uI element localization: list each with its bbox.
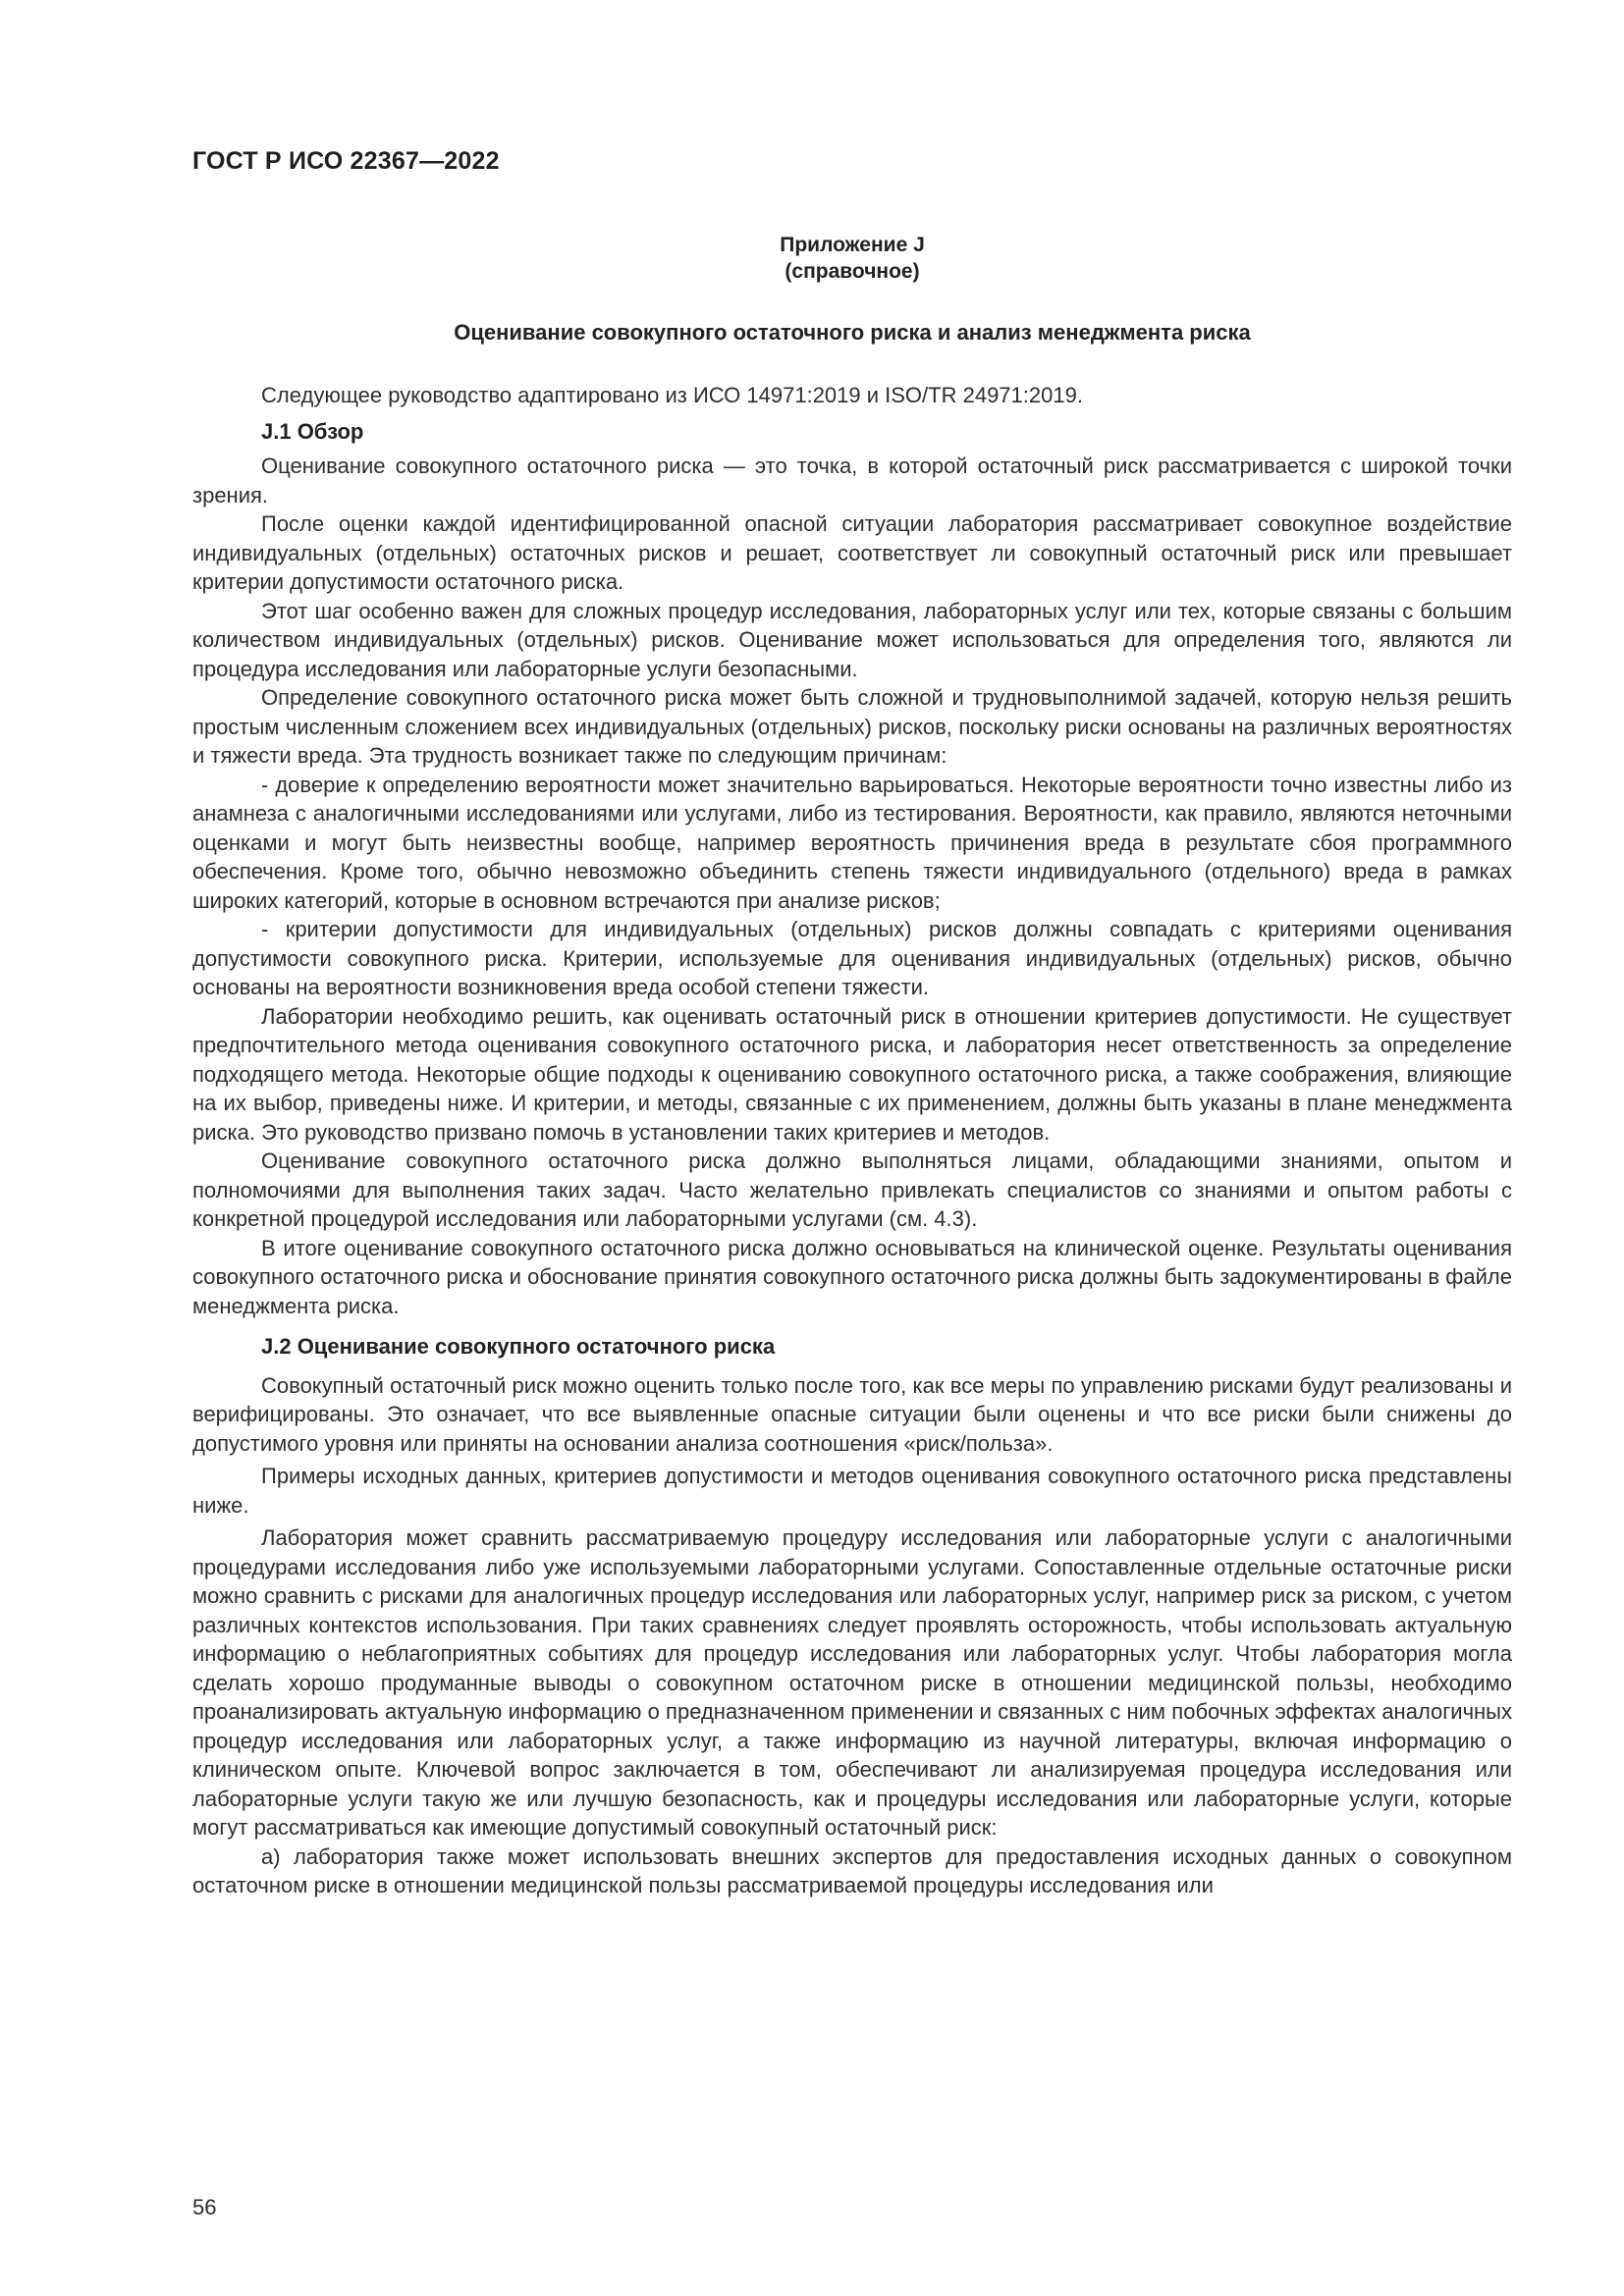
paragraph: Лаборатории необходимо решить, как оценивать остаточный риск в отношении критериев допустимости. Не существует предпочтительного метода оценивания совокупного остаточного риска, и лаборатория несет ответственность за определение подходящего метода. Некоторые общие подходы к оцениванию совокупного остаточного риска, а также соображения, влияющие на их выбор, приведены ниже. И критерии, и методы, связанные с их применением, должны быть указаны в плане менеджмента риска. Это руководство призвано помочь в установлении таких критериев и методов. <box>192 1003 1512 1145</box>
document-body <box>192 381 1512 1900</box>
paragraph: Этот шаг особенно важен для сложных процедур исследования, лабораторных услуг или тех, которые связаны с большим количеством индивидуальных (отдельных) рисков. Оценивание может использоваться для определения того, являются ли процедура исследования или лабораторные услуги безопасными. <box>192 598 1512 681</box>
paragraph: В итоге оценивание совокупного остаточного риска должно основываться на клинической оценке. Результаты оценивания совокупного остаточного риска и обоснование принятия совокупного остаточного риска должны быть задокументированы в файле менеджмента риска. <box>192 1235 1512 1318</box>
document-code: ГОСТ Р ИСО 22367—2022 <box>192 147 500 175</box>
annex-kind: (справочное) <box>785 260 920 283</box>
paragraph: Лаборатория может сравнить рассматриваемую процедуру исследования или лабораторные услуги с аналогичными процедурами исследования либо уже используемыми лабораторными услугами. Сопоставленные отдельные остаточные риски можно сравнить с рисками для аналогичных процедур исследования или лабораторных услуг, например риск за риском, с учетом различных контекстов использования. При таких сравнениях следует проявлять осторожность, чтобы использовать актуальную информацию о неблагоприятных событиях для процедур исследования или лабораторных услуг. Чтобы лаборатория могла сделать хорошо продуманные выводы о совокупном остаточном риске в отношении медицинской пользы, необходимо проанализировать актуальную информацию о предназначенном применении и связанных с ним побочных эффектах аналогичных процедур исследования или лабораторных услуг, а также информацию из научной литературы, включая информацию о клиническом опыте. Ключевой вопрос заключается в том, обеспечивают ли анализируемая процедура исследования или лабораторные услуги такую же или лучшую безопасность, как и процедуры исследования или лабораторные услуги, которые могут рассматриваться как имеющие допустимый совокупный остаточный риск: <box>192 1525 1512 1840</box>
annex-heading: Оценивание совокупного остаточного риска и анализ менеджмента риска <box>454 320 1251 345</box>
paragraph: Совокупный остаточный риск можно оценить только после того, как все меры по управлению рисками будут реализованы и верифицированы. Это означает, что все выявленные опасные ситуации были оценены и что все риски были снижены до допустимого уровня или приняты на основании анализа соотношения «риск/польза». <box>192 1372 1512 1456</box>
list-item: - критерии допустимости для индивидуальных (отдельных) рисков должны совпадать с критериями оценивания допустимости совокупного риска. Критерии, используемые для оценивания индивидуальных (отдельных) рисков, обычно основаны на вероятности возникновения вреда особой степени тяжести. <box>192 917 1512 999</box>
intro-paragraph: Следующее руководство адаптировано из ИСО 14971:2019 и ISO/TR 24971:2019. <box>261 383 1083 407</box>
list-item: - доверие к определению вероятности может значительно варьироваться. Некоторые вероятности точно известны либо из анамнеза с аналогичными исследованиями или услугами, либо из тестирования. Вероятности, как правило, являются неточными оценками и могут быть неизвестны вообще, например вероятность причинения вреда в результате сбоя программного обеспечения. Кроме того, обычно невозможно объединить степень тяжести индивидуального (отдельного) вреда в рамках широких категорий, которые в основном встречаются при анализе рисков; <box>192 772 1512 913</box>
paragraph: Оценивание совокупного остаточного риска — это точка, в которой остаточный риск рассматривается с широкой точки зрения. <box>192 454 1512 507</box>
paragraph: После оценки каждой идентифицированной опасной ситуации лаборатория рассматривает совокупное воздействие индивидуальных (отдельных) остаточных рисков и решает, соответствует ли совокупный остаточный риск или превышает критерии допустимости остаточного риска. <box>192 511 1512 594</box>
paragraph: Определение совокупного остаточного риска может быть сложной и трудновыполнимой задачей, которую нельзя решить простым численным сложением всех индивидуальных (отдельных) рисков, поскольку риски основаны на различных вероятностях и тяжести вреда. Эта трудность возникает также по следующим причинам: <box>192 685 1512 768</box>
section-heading-j1: J.1 Обзор <box>261 418 364 444</box>
annex-title: Приложение J <box>780 234 925 256</box>
page-number: 56 <box>192 2195 217 2219</box>
section-heading-j2: J.2 Оценивание совокупного остаточного риска <box>261 1334 776 1359</box>
paragraph: Примеры исходных данных, критериев допустимости и методов оценивания совокупного остаточного риска представлены ниже. <box>192 1464 1512 1518</box>
paragraph: Оценивание совокупного остаточного риска должно выполняться лицами, обладающими знаниями, опытом и полномочиями для выполнения таких задач. Часто желательно привлекать специалистов со знаниями и опытом работы с конкретной процедурой исследования или лабораторными услугами (см. 4.3). <box>192 1148 1512 1231</box>
list-item: а) лаборатория также может использовать внешних экспертов для предоставления исходных данных о совокупном остаточном риске в отношении медицинской пользы рассматриваемой процедуры исследования или <box>192 1843 1512 1897</box>
